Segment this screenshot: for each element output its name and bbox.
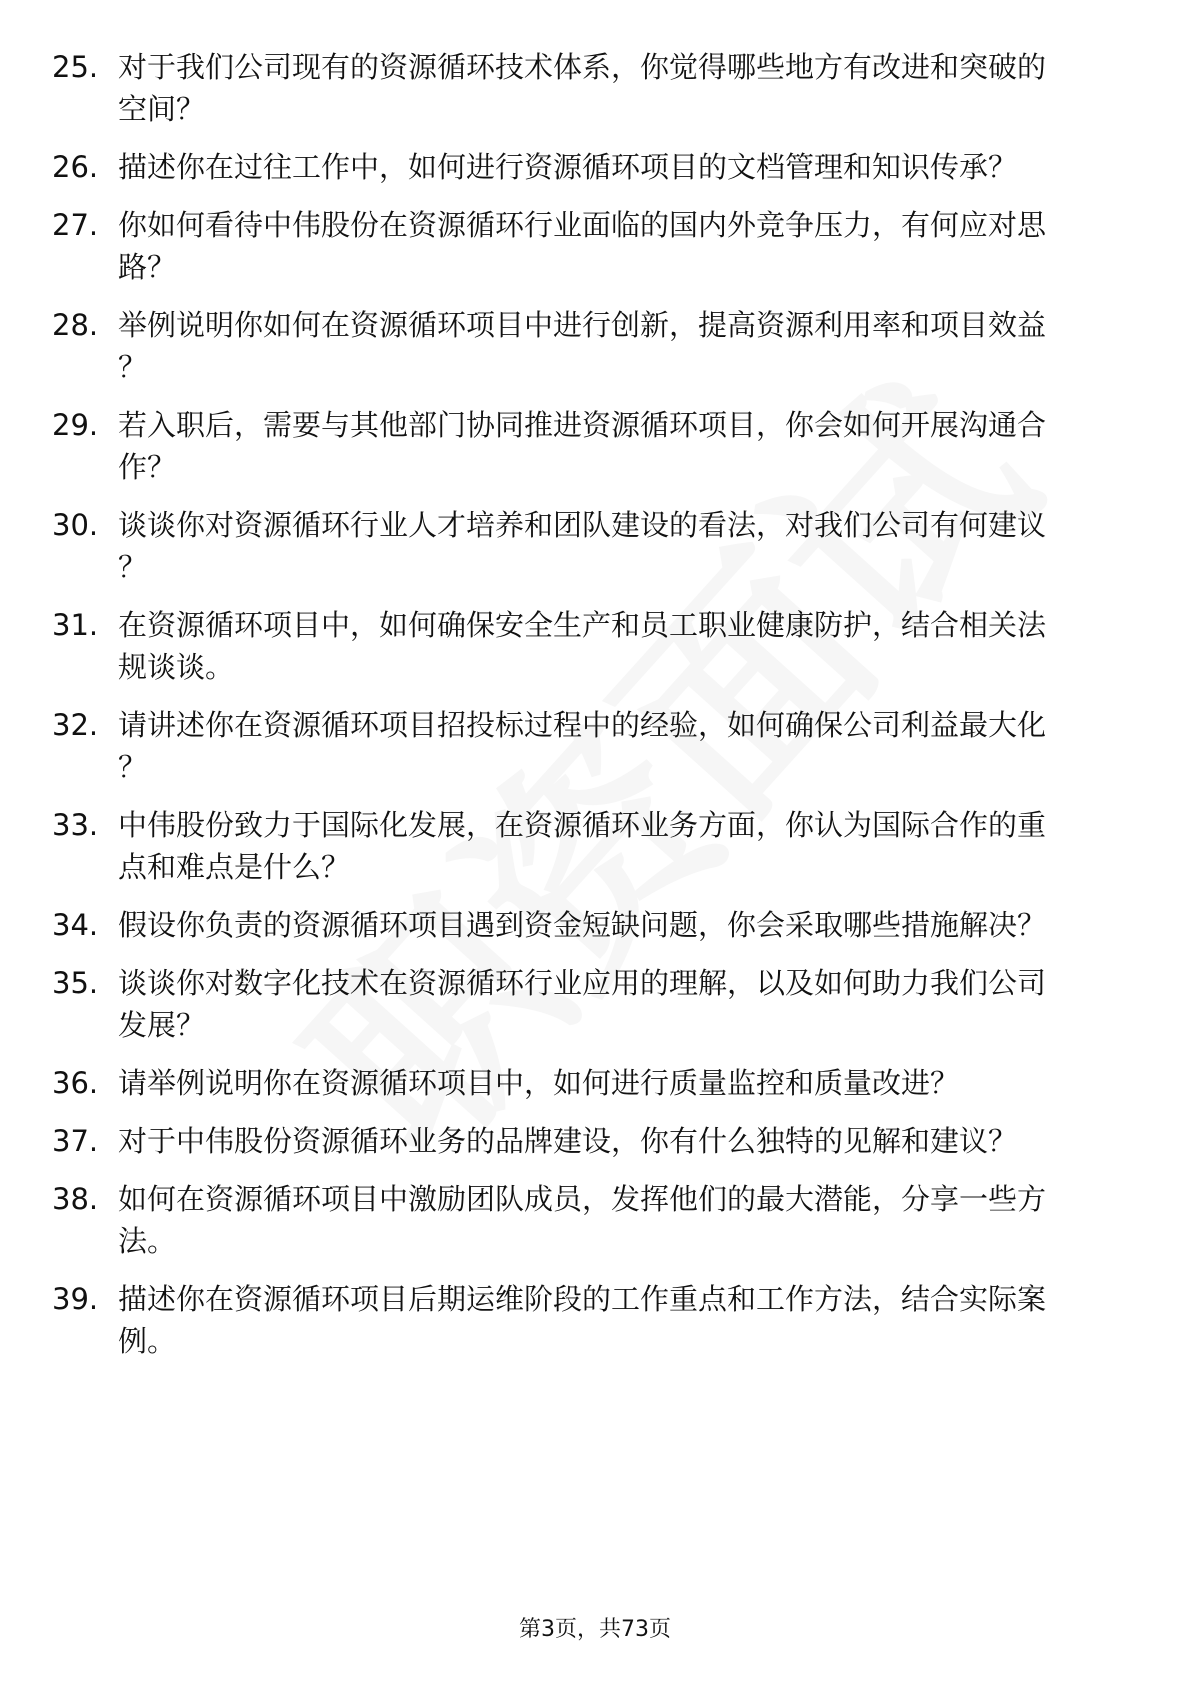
question-item — [52, 604, 1112, 688]
question-number: 34. — [52, 908, 99, 942]
question-list — [52, 46, 1112, 1378]
question-item — [52, 1278, 1112, 1362]
question-text: 在资源循环项目中，如何确保安全生产和员工职业健康防护，结合相关法规谈谈。 — [118, 608, 1047, 684]
question-text: 请讲述你在资源循环项目招投标过程中的经验，如何确保公司利益最大化？ — [118, 708, 1047, 784]
question-number: 30. — [52, 508, 99, 542]
question-item — [52, 204, 1112, 288]
question-item — [52, 1062, 1112, 1104]
page-footer: 第3页，共73页 — [519, 1617, 671, 1642]
question-item — [52, 1120, 1112, 1162]
question-item — [52, 404, 1112, 488]
question-text: 谈谈你对数字化技术在资源循环行业应用的理解，以及如何助力我们公司发展？ — [118, 966, 1047, 1042]
question-item — [52, 304, 1112, 388]
question-item — [52, 904, 1112, 946]
question-number: 38. — [52, 1182, 99, 1216]
question-item — [52, 46, 1112, 130]
question-text: 描述你在资源循环项目后期运维阶段的工作重点和工作方法，结合实际案例。 — [118, 1282, 1047, 1358]
question-text: 描述你在过往工作中，如何进行资源循环项目的文档管理和知识传承？ — [118, 150, 1018, 184]
question-number: 26. — [52, 150, 99, 184]
question-number: 33. — [52, 808, 99, 842]
question-text: 若入职后，需要与其他部门协同推进资源循环项目，你会如何开展沟通合作？ — [118, 408, 1047, 484]
question-item — [52, 1178, 1112, 1262]
question-text: 你如何看待中伟股份在资源循环行业面临的国内外竞争压力，有何应对思路？ — [118, 208, 1047, 284]
question-item — [52, 704, 1112, 788]
question-text: 请举例说明你在资源循环项目中，如何进行质量监控和质量改进？ — [118, 1066, 960, 1100]
question-item — [52, 962, 1112, 1046]
question-number: 31. — [52, 608, 99, 642]
question-number: 25. — [52, 50, 99, 84]
question-text: 举例说明你如何在资源循环项目中进行创新，提高资源利用率和项目效益？ — [118, 308, 1047, 384]
question-item — [52, 804, 1112, 888]
question-number: 32. — [52, 708, 99, 742]
question-text: 对于我们公司现有的资源循环技术体系，你觉得哪些地方有改进和突破的空间？ — [118, 50, 1047, 126]
question-number: 35. — [52, 966, 99, 1000]
question-number: 29. — [52, 408, 99, 442]
question-number: 27. — [52, 208, 99, 242]
question-number: 28. — [52, 308, 99, 342]
question-number: 39. — [52, 1282, 99, 1316]
question-item — [52, 146, 1112, 188]
question-text: 如何在资源循环项目中激励团队成员，发挥他们的最大潜能，分享一些方法。 — [118, 1182, 1047, 1258]
question-text: 谈谈你对资源循环行业人才培养和团队建设的看法，对我们公司有何建议？ — [118, 508, 1047, 584]
question-number: 36. — [52, 1066, 99, 1100]
question-text: 中伟股份致力于国际化发展，在资源循环业务方面，你认为国际合作的重点和难点是什么？ — [118, 808, 1047, 884]
question-number: 37. — [52, 1124, 99, 1158]
question-text: 对于中伟股份资源循环业务的品牌建设，你有什么独特的见解和建议？ — [118, 1124, 1018, 1158]
question-item — [52, 504, 1112, 588]
question-text: 假设你负责的资源循环项目遇到资金短缺问题，你会采取哪些措施解决？ — [118, 908, 1047, 942]
